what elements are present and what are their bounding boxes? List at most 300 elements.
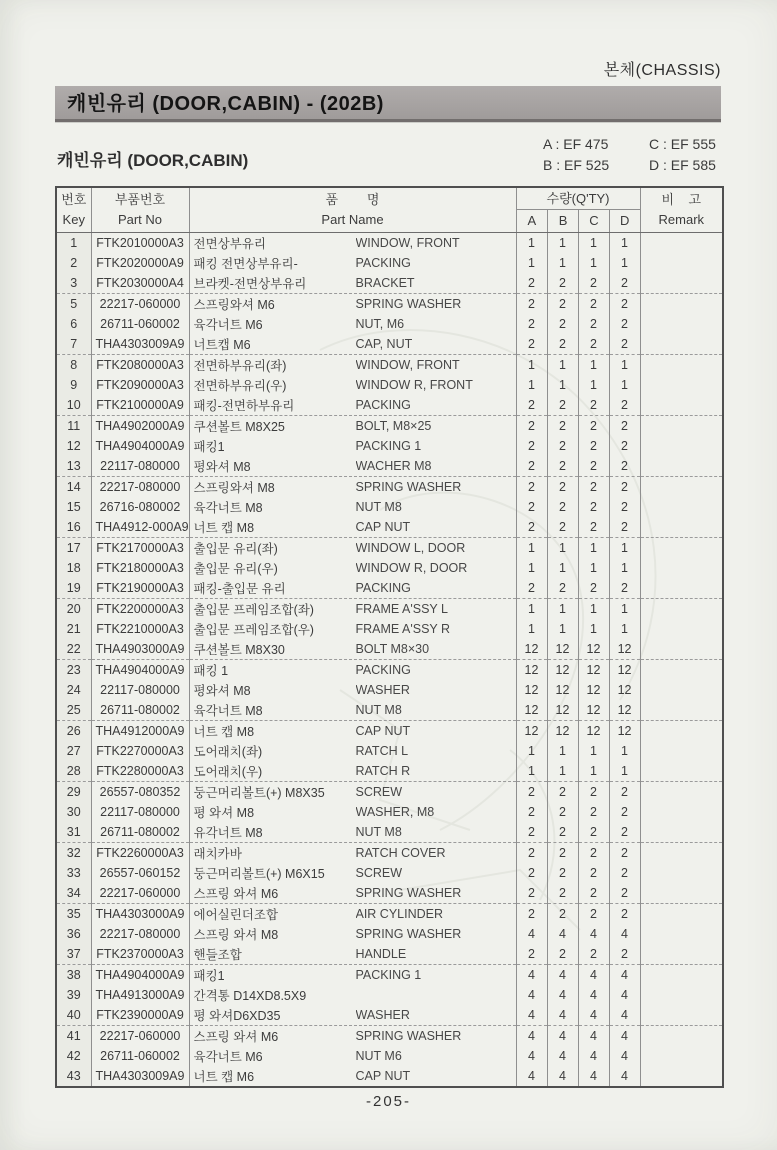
qty-d-cell: 2 xyxy=(609,395,640,416)
part-name-english: CAP NUT xyxy=(355,520,411,534)
qty-b-cell: 12 xyxy=(547,639,578,660)
part-name-korean: 스프링 와셔 M8 xyxy=(193,928,279,942)
part-name-korean: 유각너트 M8 xyxy=(193,826,263,840)
qty-c-cell: 1 xyxy=(578,233,609,254)
remark-cell xyxy=(640,233,723,254)
part-no-cell: FTK2010000A3 xyxy=(91,233,189,254)
qty-d-cell: 1 xyxy=(609,741,640,761)
remark-cell xyxy=(640,985,723,1005)
qty-a-cell: 4 xyxy=(516,965,547,986)
qty-a-cell: 2 xyxy=(516,863,547,883)
part-name-korean: 쿠션볼트 M8X30 xyxy=(193,643,285,657)
part-name-english: BOLT M8×30 xyxy=(355,642,430,656)
part-name-cell xyxy=(189,273,516,294)
model-legend xyxy=(543,136,755,173)
header-qty-d: D xyxy=(609,210,640,232)
part-no-cell: FTK2280000A3 xyxy=(91,761,189,782)
qty-b-cell: 1 xyxy=(547,761,578,782)
qty-b-cell: 4 xyxy=(547,985,578,1005)
table-row xyxy=(56,578,723,599)
key-cell: 17 xyxy=(56,538,91,559)
key-cell: 30 xyxy=(56,802,91,822)
table-row xyxy=(56,843,723,864)
table-row xyxy=(56,639,723,660)
header-qty-c: C xyxy=(578,210,609,232)
qty-c-cell: 1 xyxy=(578,355,609,376)
part-name-english: SPRING WASHER xyxy=(355,297,462,311)
part-name-cell xyxy=(189,700,516,721)
qty-d-cell: 2 xyxy=(609,782,640,803)
qty-b-cell: 1 xyxy=(547,233,578,254)
qty-a-cell: 2 xyxy=(516,843,547,864)
remark-cell xyxy=(640,700,723,721)
qty-a-cell: 2 xyxy=(516,822,547,843)
part-no-cell: FTK2170000A3 xyxy=(91,538,189,559)
part-name-korean: 출입문 프레임조합(좌) xyxy=(193,603,314,617)
part-name-cell xyxy=(189,578,516,599)
qty-d-cell: 2 xyxy=(609,436,640,456)
qty-c-cell: 2 xyxy=(578,334,609,355)
qty-b-cell: 4 xyxy=(547,1005,578,1026)
key-cell: 39 xyxy=(56,985,91,1005)
part-no-cell: FTK2100000A9 xyxy=(91,395,189,416)
qty-c-cell: 2 xyxy=(578,843,609,864)
qty-a-cell: 2 xyxy=(516,802,547,822)
remark-cell xyxy=(640,395,723,416)
table-row xyxy=(56,334,723,355)
part-name-korean: 둥근머리볼트(+) M8X35 xyxy=(193,786,325,800)
part-no-cell: THA4303009A9 xyxy=(91,334,189,355)
qty-c-cell: 2 xyxy=(578,477,609,498)
qty-d-cell: 2 xyxy=(609,314,640,334)
key-cell: 1 xyxy=(56,233,91,254)
remark-cell xyxy=(640,782,723,803)
qty-d-cell: 1 xyxy=(609,355,640,376)
qty-c-cell: 2 xyxy=(578,517,609,538)
qty-d-cell: 2 xyxy=(609,273,640,294)
qty-b-cell: 12 xyxy=(547,680,578,700)
part-name-english: WINDOW, FRONT xyxy=(355,358,460,372)
part-name-cell xyxy=(189,599,516,620)
qty-b-cell: 4 xyxy=(547,965,578,986)
part-name-korean: 스프링 와셔 M6 xyxy=(193,1030,279,1044)
part-name-korean: 너트캡 M6 xyxy=(193,338,251,352)
part-no-cell: FTK2020000A9 xyxy=(91,253,189,273)
header-part-no: 부품번호 Part No xyxy=(91,187,189,233)
qty-c-cell: 2 xyxy=(578,822,609,843)
part-name-cell xyxy=(189,761,516,782)
qty-d-cell: 4 xyxy=(609,965,640,986)
qty-c-cell: 4 xyxy=(578,965,609,986)
qty-d-cell: 4 xyxy=(609,1005,640,1026)
part-name-korean: 도어래치(좌) xyxy=(193,745,263,759)
key-cell: 16 xyxy=(56,517,91,538)
key-cell: 8 xyxy=(56,355,91,376)
part-name-cell xyxy=(189,334,516,355)
part-no-cell: FTK2200000A3 xyxy=(91,599,189,620)
key-cell: 19 xyxy=(56,578,91,599)
part-name-korean: 너트 캡 M6 xyxy=(193,1070,255,1084)
part-name-korean: 평 와셔D6XD35 xyxy=(193,1009,281,1023)
part-name-cell xyxy=(189,741,516,761)
remark-cell xyxy=(640,944,723,965)
part-name-english: WASHER, M8 xyxy=(355,805,435,819)
part-name-english: NUT M8 xyxy=(355,703,402,717)
qty-c-cell: 4 xyxy=(578,1046,609,1066)
qty-c-cell: 4 xyxy=(578,1026,609,1047)
qty-d-cell: 2 xyxy=(609,334,640,355)
header-qty-b: B xyxy=(547,210,578,232)
part-no-cell: 22217-060000 xyxy=(91,1026,189,1047)
qty-c-cell: 1 xyxy=(578,253,609,273)
part-name-korean: 너트 캡 M8 xyxy=(193,521,255,535)
remark-cell xyxy=(640,741,723,761)
key-cell: 14 xyxy=(56,477,91,498)
part-name-cell xyxy=(189,904,516,925)
part-name-english: PACKING xyxy=(355,398,411,412)
qty-c-cell: 2 xyxy=(578,436,609,456)
qty-a-cell: 2 xyxy=(516,273,547,294)
table-row xyxy=(56,660,723,681)
qty-b-cell: 2 xyxy=(547,863,578,883)
qty-d-cell: 4 xyxy=(609,1046,640,1066)
qty-d-cell: 2 xyxy=(609,456,640,477)
key-cell: 29 xyxy=(56,782,91,803)
qty-a-cell: 4 xyxy=(516,1005,547,1026)
qty-b-cell: 1 xyxy=(547,253,578,273)
qty-c-cell: 1 xyxy=(578,741,609,761)
qty-c-cell: 12 xyxy=(578,700,609,721)
key-cell: 23 xyxy=(56,660,91,681)
qty-c-cell: 2 xyxy=(578,883,609,904)
table-row xyxy=(56,700,723,721)
remark-cell xyxy=(640,253,723,273)
qty-b-cell: 1 xyxy=(547,741,578,761)
key-cell: 24 xyxy=(56,680,91,700)
qty-c-cell: 1 xyxy=(578,599,609,620)
key-cell: 13 xyxy=(56,456,91,477)
qty-d-cell: 2 xyxy=(609,578,640,599)
qty-c-cell: 2 xyxy=(578,944,609,965)
qty-c-cell: 2 xyxy=(578,273,609,294)
qty-a-cell: 2 xyxy=(516,904,547,925)
part-no-cell: 26711-080002 xyxy=(91,822,189,843)
qty-c-cell: 12 xyxy=(578,660,609,681)
qty-c-cell: 2 xyxy=(578,497,609,517)
table-row xyxy=(56,741,723,761)
part-name-english: SCREW xyxy=(355,866,403,880)
part-name-english: SPRING WASHER xyxy=(355,927,462,941)
remark-cell xyxy=(640,416,723,437)
part-name-english: PACKING xyxy=(355,663,411,677)
qty-c-cell: 2 xyxy=(578,904,609,925)
qty-b-cell: 4 xyxy=(547,924,578,944)
qty-a-cell: 2 xyxy=(516,314,547,334)
qty-d-cell: 2 xyxy=(609,416,640,437)
part-no-cell: FTK2090000A3 xyxy=(91,375,189,395)
qty-b-cell: 2 xyxy=(547,822,578,843)
qty-c-cell: 1 xyxy=(578,538,609,559)
part-name-cell xyxy=(189,802,516,822)
part-no-cell: THA4903000A9 xyxy=(91,639,189,660)
remark-cell xyxy=(640,904,723,925)
part-name-korean: 패킹 전면상부유리- xyxy=(193,257,298,271)
qty-c-cell: 2 xyxy=(578,416,609,437)
part-name-korean: 전면상부유리 xyxy=(193,237,266,251)
part-name-cell xyxy=(189,294,516,315)
qty-d-cell: 1 xyxy=(609,375,640,395)
qty-b-cell: 12 xyxy=(547,660,578,681)
parts-table xyxy=(55,186,724,1088)
part-name-cell xyxy=(189,375,516,395)
table-header-row xyxy=(56,187,723,233)
qty-d-cell: 1 xyxy=(609,253,640,273)
qty-b-cell: 2 xyxy=(547,517,578,538)
part-no-cell: THA4902000A9 xyxy=(91,416,189,437)
table-row xyxy=(56,416,723,437)
key-cell: 22 xyxy=(56,639,91,660)
qty-c-cell: 2 xyxy=(578,782,609,803)
table-row xyxy=(56,558,723,578)
table-row xyxy=(56,924,723,944)
part-name-english: RATCH L xyxy=(355,744,409,758)
qty-d-cell: 4 xyxy=(609,924,640,944)
part-name-korean: 브라켓-전면상부유리 xyxy=(193,277,307,291)
qty-d-cell: 12 xyxy=(609,700,640,721)
part-name-english: NUT M6 xyxy=(355,1049,402,1063)
header-remark: 비 고 Remark xyxy=(640,187,723,233)
part-name-korean: 출입문 프레임조합(우) xyxy=(193,623,314,637)
remark-cell xyxy=(640,517,723,538)
remark-cell xyxy=(640,619,723,639)
qty-b-cell: 2 xyxy=(547,782,578,803)
table-row xyxy=(56,863,723,883)
qty-a-cell: 1 xyxy=(516,558,547,578)
table-row xyxy=(56,721,723,742)
key-cell: 21 xyxy=(56,619,91,639)
part-no-cell: 22217-060000 xyxy=(91,883,189,904)
remark-cell xyxy=(640,883,723,904)
qty-a-cell: 1 xyxy=(516,233,547,254)
part-name-korean: 간격통 D14XD8.5X9 xyxy=(193,989,307,1003)
qty-a-cell: 2 xyxy=(516,782,547,803)
qty-a-cell: 2 xyxy=(516,578,547,599)
part-name-cell xyxy=(189,944,516,965)
remark-cell xyxy=(640,721,723,742)
key-cell: 7 xyxy=(56,334,91,355)
table-row xyxy=(56,619,723,639)
qty-b-cell: 2 xyxy=(547,497,578,517)
page-number: -205- xyxy=(365,1093,412,1110)
qty-c-cell: 4 xyxy=(578,985,609,1005)
part-name-korean: 육각너트 M6 xyxy=(193,1050,263,1064)
remark-cell xyxy=(640,355,723,376)
part-no-cell: FTK2260000A3 xyxy=(91,843,189,864)
remark-cell xyxy=(640,477,723,498)
qty-b-cell: 4 xyxy=(547,1026,578,1047)
key-cell: 20 xyxy=(56,599,91,620)
qty-b-cell: 2 xyxy=(547,578,578,599)
part-name-cell xyxy=(189,538,516,559)
part-name-cell xyxy=(189,1026,516,1047)
table-row xyxy=(56,436,723,456)
qty-b-cell: 2 xyxy=(547,944,578,965)
qty-b-cell: 2 xyxy=(547,843,578,864)
qty-b-cell: 2 xyxy=(547,416,578,437)
part-no-cell: FTK2080000A3 xyxy=(91,355,189,376)
part-name-english: CAP NUT xyxy=(355,724,411,738)
qty-c-cell: 2 xyxy=(578,578,609,599)
table-row xyxy=(56,761,723,782)
qty-c-cell: 2 xyxy=(578,395,609,416)
part-name-cell xyxy=(189,639,516,660)
part-no-cell: 22117-080000 xyxy=(91,680,189,700)
qty-a-cell: 1 xyxy=(516,355,547,376)
qty-a-cell: 2 xyxy=(516,944,547,965)
qty-a-cell: 1 xyxy=(516,375,547,395)
part-name-english: PACKING xyxy=(355,256,411,270)
part-name-cell xyxy=(189,965,516,986)
part-name-cell xyxy=(189,477,516,498)
qty-d-cell: 1 xyxy=(609,233,640,254)
part-name-english: BRACKET xyxy=(355,276,415,290)
key-cell: 38 xyxy=(56,965,91,986)
part-name-english: FRAME A'SSY L xyxy=(355,602,448,616)
table-row xyxy=(56,517,723,538)
remark-cell xyxy=(640,314,723,334)
qty-a-cell: 2 xyxy=(516,436,547,456)
qty-d-cell: 2 xyxy=(609,883,640,904)
key-cell: 25 xyxy=(56,700,91,721)
table-row xyxy=(56,314,723,334)
qty-a-cell: 12 xyxy=(516,660,547,681)
qty-b-cell: 2 xyxy=(547,477,578,498)
part-name-english: FRAME A'SSY R xyxy=(355,622,451,636)
key-cell: 10 xyxy=(56,395,91,416)
key-cell: 6 xyxy=(56,314,91,334)
part-name-cell xyxy=(189,558,516,578)
part-name-cell xyxy=(189,436,516,456)
part-name-cell xyxy=(189,924,516,944)
qty-a-cell: 2 xyxy=(516,416,547,437)
key-cell: 31 xyxy=(56,822,91,843)
table-row xyxy=(56,456,723,477)
qty-d-cell: 2 xyxy=(609,517,640,538)
part-name-korean: 쿠션볼트 M8X25 xyxy=(193,420,285,434)
qty-b-cell: 4 xyxy=(547,1046,578,1066)
remark-cell xyxy=(640,294,723,315)
qty-a-cell: 2 xyxy=(516,883,547,904)
part-name-cell xyxy=(189,843,516,864)
qty-d-cell: 2 xyxy=(609,904,640,925)
key-cell: 32 xyxy=(56,843,91,864)
part-name-cell xyxy=(189,395,516,416)
remark-cell xyxy=(640,680,723,700)
key-cell: 12 xyxy=(56,436,91,456)
part-no-cell: FTK2210000A3 xyxy=(91,619,189,639)
part-name-english: NUT, M6 xyxy=(355,317,405,331)
qty-d-cell: 2 xyxy=(609,497,640,517)
qty-d-cell: 12 xyxy=(609,680,640,700)
qty-a-cell: 1 xyxy=(516,599,547,620)
remark-cell xyxy=(640,822,723,843)
qty-d-cell: 12 xyxy=(609,660,640,681)
table-row xyxy=(56,355,723,376)
qty-b-cell: 1 xyxy=(547,538,578,559)
part-name-cell xyxy=(189,1046,516,1066)
part-name-korean: 핸들조합 xyxy=(193,948,242,962)
qty-a-cell: 1 xyxy=(516,619,547,639)
header-qty-a: A xyxy=(527,213,537,228)
model-legend-a: A : EF 475 xyxy=(543,136,609,152)
part-no-cell: 22217-080000 xyxy=(91,477,189,498)
part-name-korean: 육각너트 M8 xyxy=(193,501,263,515)
part-name-cell xyxy=(189,660,516,681)
table-row xyxy=(56,1026,723,1047)
key-cell: 28 xyxy=(56,761,91,782)
qty-b-cell: 12 xyxy=(547,700,578,721)
part-name-cell xyxy=(189,456,516,477)
part-name-cell xyxy=(189,863,516,883)
qty-d-cell: 2 xyxy=(609,944,640,965)
qty-a-cell: 4 xyxy=(516,924,547,944)
table-row xyxy=(56,395,723,416)
part-name-cell xyxy=(189,517,516,538)
part-name-cell xyxy=(189,619,516,639)
qty-c-cell: 1 xyxy=(578,375,609,395)
part-name-english: WINDOW R, FRONT xyxy=(355,378,473,392)
part-name-english: PACKING 1 xyxy=(355,439,422,453)
part-name-english: WASHER xyxy=(355,683,410,697)
part-name-english: WASHER xyxy=(355,1008,410,1022)
key-cell: 37 xyxy=(56,944,91,965)
qty-d-cell: 2 xyxy=(609,843,640,864)
qty-d-cell: 4 xyxy=(609,1066,640,1087)
part-name-korean: 패킹1 xyxy=(193,440,225,454)
model-legend-b: B : EF 525 xyxy=(543,157,610,173)
qty-c-cell: 12 xyxy=(578,639,609,660)
qty-c-cell: 2 xyxy=(578,294,609,315)
part-no-cell: 22117-080000 xyxy=(91,456,189,477)
part-name-korean: 패킹1 xyxy=(193,969,225,983)
remark-cell xyxy=(640,1046,723,1066)
qty-c-cell: 1 xyxy=(578,619,609,639)
qty-b-cell: 2 xyxy=(547,395,578,416)
remark-cell xyxy=(640,578,723,599)
part-name-korean: 육각너트 M6 xyxy=(193,318,263,332)
table-row xyxy=(56,802,723,822)
part-name-cell xyxy=(189,497,516,517)
part-name-english: SCREW xyxy=(355,785,403,799)
part-no-cell: THA4913000A9 xyxy=(91,985,189,1005)
part-name-korean: 평와셔 M8 xyxy=(193,460,251,474)
qty-b-cell: 2 xyxy=(547,436,578,456)
qty-a-cell: 1 xyxy=(516,741,547,761)
remark-cell xyxy=(640,538,723,559)
part-name-cell xyxy=(189,1005,516,1026)
table-row xyxy=(56,233,723,254)
part-name-english: NUT M8 xyxy=(355,825,402,839)
qty-b-cell: 1 xyxy=(547,355,578,376)
part-name-english: WINDOW L, DOOR xyxy=(355,541,466,555)
header-qty: 수량(Q'TY) A B C D xyxy=(516,187,640,233)
part-name-english: SPRING WASHER xyxy=(355,1029,462,1043)
qty-a-cell: 4 xyxy=(516,1066,547,1087)
qty-b-cell: 2 xyxy=(547,904,578,925)
part-name-cell xyxy=(189,721,516,742)
part-name-english: BOLT, M8×25 xyxy=(355,419,432,433)
key-cell: 27 xyxy=(56,741,91,761)
